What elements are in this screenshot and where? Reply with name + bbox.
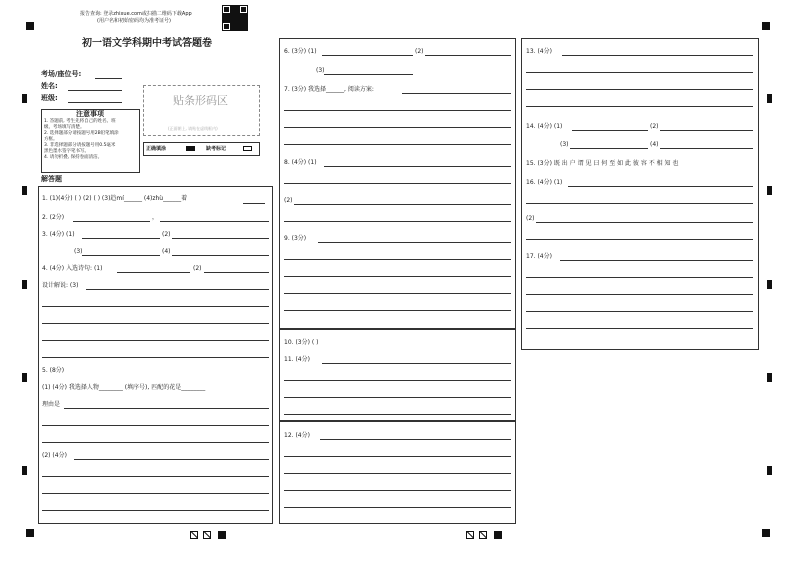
- q8-field-1[interactable]: [324, 166, 511, 167]
- q13-line[interactable]: [562, 55, 753, 56]
- barcode-label: 贴条形码区: [173, 94, 228, 107]
- class-label: 班级:: [41, 94, 58, 102]
- notes-box: [41, 109, 140, 173]
- q8-2-label: (2): [284, 197, 293, 204]
- page-marker-square: [494, 531, 502, 539]
- q11-label: 11. (4分): [284, 356, 310, 363]
- q3-field-3[interactable]: [82, 255, 160, 256]
- answer-line[interactable]: [284, 414, 511, 415]
- q5-2-line[interactable]: [74, 459, 269, 460]
- class-field[interactable]: [68, 102, 122, 103]
- q17-line[interactable]: [560, 260, 753, 261]
- answer-line[interactable]: [284, 397, 511, 398]
- barcode-area: [143, 85, 260, 136]
- answer-line[interactable]: [284, 276, 511, 277]
- side-marker: [22, 186, 27, 195]
- answer-line[interactable]: [284, 293, 511, 294]
- q16-field-2[interactable]: [536, 222, 753, 223]
- q3-2-label: (2): [162, 231, 171, 238]
- q14-field-3[interactable]: [570, 148, 648, 149]
- correct-fill-sample: [186, 146, 195, 151]
- answer-line[interactable]: [284, 183, 511, 184]
- side-marker: [22, 373, 27, 382]
- answer-box-col3: [521, 38, 759, 350]
- side-marker: [22, 466, 27, 475]
- answer-line[interactable]: [42, 442, 269, 443]
- q6-3-label: (3): [316, 67, 325, 74]
- q5-2-label: (2) (4分): [42, 452, 67, 459]
- q12-line[interactable]: [320, 439, 511, 440]
- q16-label: 16. (4分) (1): [526, 179, 563, 186]
- barcode-hint: (正面朝上, 请贴在虚线框内): [168, 126, 218, 131]
- report-notice: 报告查询: 登录zhixue.com或扫描二维码下载App: [80, 11, 192, 17]
- answer-line[interactable]: [284, 144, 511, 145]
- answer-line[interactable]: [526, 328, 753, 329]
- q14-field-4[interactable]: [660, 148, 753, 149]
- answer-line[interactable]: [526, 277, 753, 278]
- q2-field-1[interactable]: [73, 221, 150, 222]
- corner-marker: [26, 22, 34, 30]
- q14-label: 14. (4分) (1): [526, 123, 563, 130]
- answer-line[interactable]: [284, 507, 511, 508]
- section-label: 解答题: [41, 175, 62, 183]
- answer-line[interactable]: [284, 110, 511, 111]
- corner-marker: [762, 22, 770, 30]
- answer-line[interactable]: [526, 294, 753, 295]
- notes-item: 2. 选择题部分请按题号用2B铅笔填涂: [44, 131, 119, 136]
- q3-field-4[interactable]: [172, 255, 269, 256]
- q11-line[interactable]: [322, 363, 511, 364]
- corner-marker: [762, 529, 770, 537]
- absent-mark-label: 缺考标记: [206, 146, 227, 152]
- answer-line[interactable]: [42, 306, 269, 307]
- q8-label: 8. (4分) (1): [284, 159, 317, 166]
- q6-field-2[interactable]: [425, 55, 511, 56]
- q9-line[interactable]: [318, 242, 511, 243]
- answer-line[interactable]: [42, 476, 269, 477]
- answer-line[interactable]: [284, 473, 511, 474]
- q1-line: 1. (1)(4分) ( ) (2) ( ) (3)趋mí______ (4)zhù______着: [42, 195, 188, 202]
- answer-line[interactable]: [42, 425, 269, 426]
- answer-line[interactable]: [42, 357, 269, 358]
- q16-2-label: (2): [526, 215, 535, 222]
- side-marker: [22, 280, 27, 289]
- q5-reason-label: 理由是: [42, 401, 61, 408]
- answer-line[interactable]: [526, 72, 753, 73]
- answer-line[interactable]: [526, 203, 753, 204]
- q9-label: 9. (3分): [284, 235, 307, 242]
- q3-field-1[interactable]: [82, 238, 160, 239]
- fill-example-box: [143, 142, 260, 156]
- q8-field-2[interactable]: [294, 204, 511, 205]
- q15-line: 15. (3分) 既 出 户 谓 见 曰 何 至 如 此 彼 容 不 相 知 也: [526, 160, 679, 167]
- side-marker: [767, 373, 772, 382]
- notes-item: 级、考场填写清楚。: [44, 125, 85, 130]
- qr-code-icon[interactable]: [222, 5, 248, 31]
- exam-seat-field[interactable]: [95, 78, 122, 79]
- answer-line[interactable]: [42, 340, 269, 341]
- answer-line[interactable]: [42, 323, 269, 324]
- page-marker-square: [218, 531, 226, 539]
- answer-line[interactable]: [284, 380, 511, 381]
- q3-label: 3. (4分) (1): [42, 231, 75, 238]
- page-marker-diag: [203, 531, 211, 539]
- notes-item: 1. 答题前, 考生先将自己的姓名、班: [44, 119, 116, 124]
- answer-line[interactable]: [284, 456, 511, 457]
- q10-label: 10. (3分) ( ): [284, 339, 319, 346]
- answer-line[interactable]: [42, 510, 269, 511]
- side-marker: [767, 280, 772, 289]
- q1-4-field[interactable]: [243, 203, 265, 204]
- name-label: 姓名:: [41, 82, 58, 90]
- q3-4-label: (4): [162, 248, 171, 255]
- answer-line[interactable]: [284, 310, 511, 311]
- q14-field-1[interactable]: [572, 130, 648, 131]
- page-marker-diag: [466, 531, 474, 539]
- q5-label: 5. (8分): [42, 367, 65, 374]
- exam-seat-label: 考场/座位号:: [41, 70, 82, 78]
- side-marker: [767, 186, 772, 195]
- q16-field-1[interactable]: [568, 186, 753, 187]
- side-marker: [767, 466, 772, 475]
- q4-design-label: 设计解说: (3): [42, 282, 79, 289]
- notes-item: 方框。: [44, 137, 58, 142]
- q17-label: 17. (4分): [526, 253, 552, 260]
- q4-label: 4. (4分) 入选诗句: (1): [42, 265, 103, 272]
- answer-line[interactable]: [284, 490, 511, 491]
- absent-mark-box[interactable]: [243, 146, 252, 151]
- q3-3-label: (3): [74, 248, 83, 255]
- q12-label: 12. (4分): [284, 432, 310, 439]
- notes-item: 4. 请勿折叠, 保持卷面清洁。: [44, 155, 103, 160]
- q14-2-label: (2): [650, 123, 659, 130]
- q6-label: 6. (3分) (1): [284, 48, 317, 55]
- q6-2-label: (2): [415, 48, 424, 55]
- notes-title: 注意事项: [76, 110, 104, 118]
- correct-fill-label: 正确填涂: [146, 146, 167, 152]
- corner-marker: [26, 529, 34, 537]
- q2-label: 2. (2分): [42, 214, 65, 221]
- q6-field-1[interactable]: [322, 55, 413, 56]
- q2-field-2[interactable]: [160, 221, 269, 222]
- notes-item: 黑色墨水签字笔书写。: [44, 149, 89, 154]
- answer-line[interactable]: [526, 311, 753, 312]
- answer-line[interactable]: [526, 239, 753, 240]
- q13-label: 13. (4分): [526, 48, 552, 55]
- side-marker: [22, 94, 27, 103]
- answer-line[interactable]: [526, 89, 753, 90]
- name-field[interactable]: [68, 90, 122, 91]
- q4-field-2[interactable]: [204, 272, 269, 273]
- q7-line[interactable]: [402, 93, 511, 94]
- q5-1-line: (1) (4分) 我选择人物________ (填序号), 匹配的花是________: [42, 384, 206, 391]
- page-marker-diag: [190, 531, 198, 539]
- answer-line[interactable]: [526, 106, 753, 107]
- side-marker: [767, 94, 772, 103]
- q7-label: 7. (3分) 我选择______, 阅读方案:: [284, 86, 374, 93]
- q14-field-2[interactable]: [660, 130, 753, 131]
- q3-field-2[interactable]: [172, 238, 269, 239]
- q14-4-label: (4): [650, 141, 659, 148]
- page-marker-diag: [479, 531, 487, 539]
- page-title: 初一语文学科期中考试答题卷: [82, 38, 212, 49]
- answer-line[interactable]: [284, 221, 511, 222]
- q4-2-label: (2): [193, 265, 202, 272]
- q14-3-label: (3): [560, 141, 569, 148]
- q6-field-3[interactable]: [324, 74, 413, 75]
- answer-line[interactable]: [42, 493, 269, 494]
- q5-reason-line[interactable]: [64, 408, 269, 409]
- q2-comma: ，: [152, 214, 159, 221]
- report-notice-sub: (用户名和初始密码均为准考证号): [97, 18, 171, 24]
- q4-field-1[interactable]: [117, 272, 190, 273]
- answer-line[interactable]: [284, 259, 511, 260]
- q4-design-line[interactable]: [86, 289, 269, 290]
- notes-item: 3. 非选择题部分请按题号用0.5毫米: [44, 143, 116, 148]
- answer-line[interactable]: [284, 127, 511, 128]
